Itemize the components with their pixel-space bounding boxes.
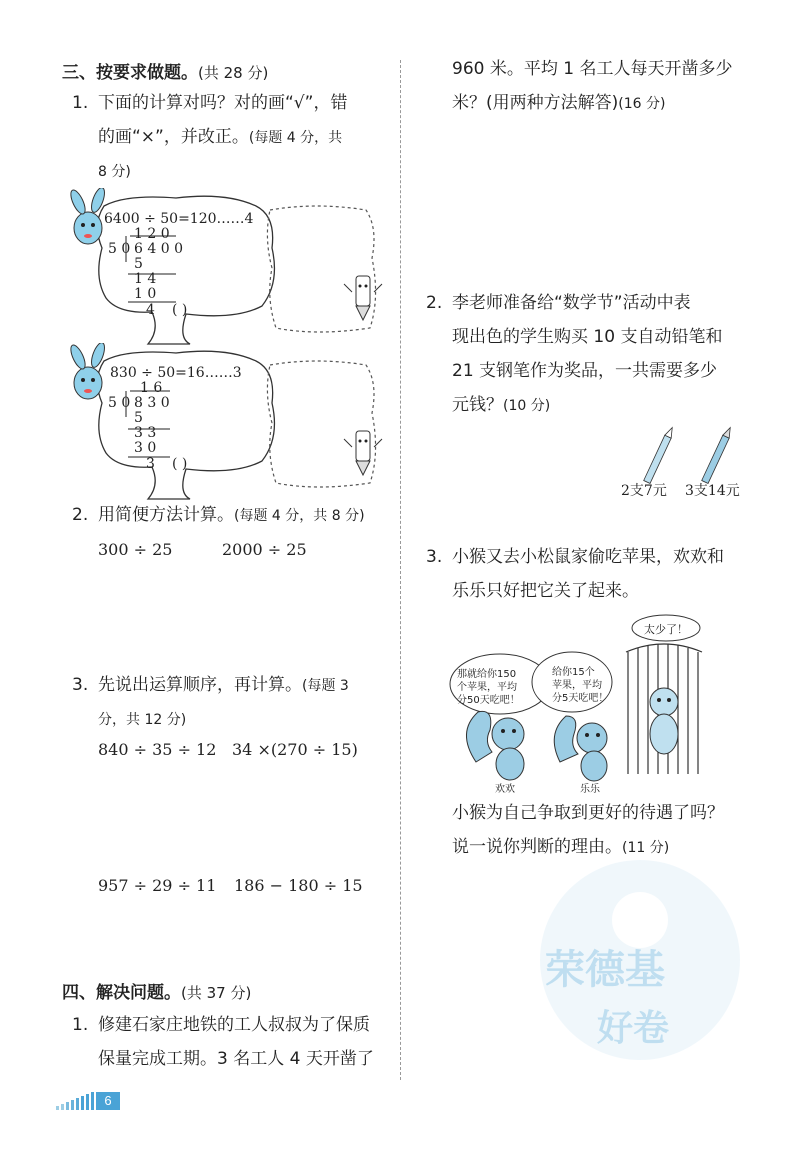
- calc-2-quotient: 1 6: [140, 380, 163, 396]
- q3-expression-3: 957 ÷ 29 ÷ 11: [98, 876, 217, 895]
- monkey-icon: [650, 688, 678, 754]
- label-lele: 乐乐: [580, 784, 600, 795]
- pencils-illustration: [630, 425, 750, 485]
- bubble-lele: 给你15个 苹果，平均 分5天吃吧！: [552, 667, 609, 704]
- q3-expression-4: 186 − 180 ÷ 15: [234, 876, 363, 895]
- squirrel-lele-icon: [554, 716, 607, 781]
- page-number: 6: [96, 1092, 120, 1110]
- label-huanhuan: 欢欢: [495, 784, 515, 795]
- calc-1-remainder: 4: [146, 302, 155, 318]
- section-3-q2: 2. 用简便方法计算。(每题 4 分，共 8 分): [72, 505, 365, 525]
- section-4-q3: 3. 小猴又去小松鼠家偷吃苹果，欢欢和 乐乐只好把它关了起来。: [426, 547, 724, 601]
- pencil-character-icon: [344, 431, 382, 475]
- section-4-q1: 1. 修建石家庄地铁的工人叔叔为了保质 保量完成工期。3 名工人 4 天开凿了: [72, 1015, 374, 1069]
- page-marker-bars: [56, 1092, 96, 1110]
- calc-2-dividend: 8 3 0: [134, 395, 170, 411]
- q3-expression-1: 840 ÷ 35 ÷ 12: [98, 740, 217, 759]
- calc-2-step-2: 3 3: [134, 425, 157, 441]
- pencil-character-icon: [344, 276, 382, 320]
- calc-1-quotient: 1 2 0: [134, 226, 170, 242]
- bubble-huanhuan: 那就给你150 个苹果，平均 分50天吃吧！: [457, 669, 520, 706]
- q2-expression-2: 2000 ÷ 25: [222, 540, 307, 559]
- q2-expression-1: 300 ÷ 25: [98, 540, 173, 559]
- squirrel-huanhuan-icon: [466, 711, 524, 780]
- calc-1-answer-paren: ( ): [172, 302, 188, 318]
- price-label-pen: 3支14元: [685, 483, 740, 499]
- section-4-q1-cont: 960 米。平均 1 名工人每天开凿多少 米？(用两种方法解答)(16 分): [452, 59, 733, 113]
- calc-2-step-1: 5: [134, 410, 143, 426]
- calc-1-step-2: 1 4: [134, 271, 157, 287]
- calc-1-divisor: 5 0: [108, 241, 131, 257]
- calc-1-step-1: 5: [134, 256, 143, 272]
- watermark-text-1: 荣德基: [545, 947, 665, 993]
- section-3-q3: 3. 先说出运算顺序，再计算。(每题 3 分，共 12 分): [72, 675, 349, 728]
- calc-1-dividend: 6 4 0 0: [134, 241, 183, 257]
- calc-1-step-3: 1 0: [134, 286, 157, 302]
- calc-2-answer-paren: ( ): [172, 456, 188, 472]
- fountain-pen-icon: [702, 426, 734, 483]
- calc-2-divisor: 5 0: [108, 395, 131, 411]
- bubble-monkey: 太少了！: [644, 623, 688, 636]
- calc-1-header: 6400 ÷ 50=120……4: [104, 211, 254, 227]
- brand-watermark: [535, 850, 745, 1070]
- watermark-text-2: 好卷: [597, 1008, 670, 1049]
- price-label-pencil: 2支7元: [621, 483, 667, 499]
- mechanical-pencil-icon: [644, 426, 676, 483]
- calc-2-step-3: 3 0: [134, 440, 157, 456]
- calc-2-header: 830 ÷ 50=16……3: [110, 365, 242, 381]
- column-divider: [400, 60, 401, 1080]
- section-4-q3-question: 小猴为自己争取到更好的待遇了吗？ 说一说你判断的理由。(11 分): [452, 803, 724, 857]
- calc-2-remainder: 3: [146, 456, 155, 472]
- section-4-q2: 2. 李老师准备给“数学节”活动中表 现出色的学生购买 10 支自动铅笔和 21 支钢笔作为奖品，一共需要多少 元钱？(10 分): [426, 293, 723, 415]
- section-3-title: 三、按要求做题。(共 28 分): [62, 63, 269, 83]
- q3-expression-2: 34 ×(270 ÷ 15): [232, 740, 358, 759]
- section-3-q1: 1. 下面的计算对吗？对的画“√”，错 的画“×”，并改正。(每题 4 分，共 8 分): [72, 93, 348, 180]
- section-4-title: 四、解决问题。(共 37 分): [62, 983, 252, 1003]
